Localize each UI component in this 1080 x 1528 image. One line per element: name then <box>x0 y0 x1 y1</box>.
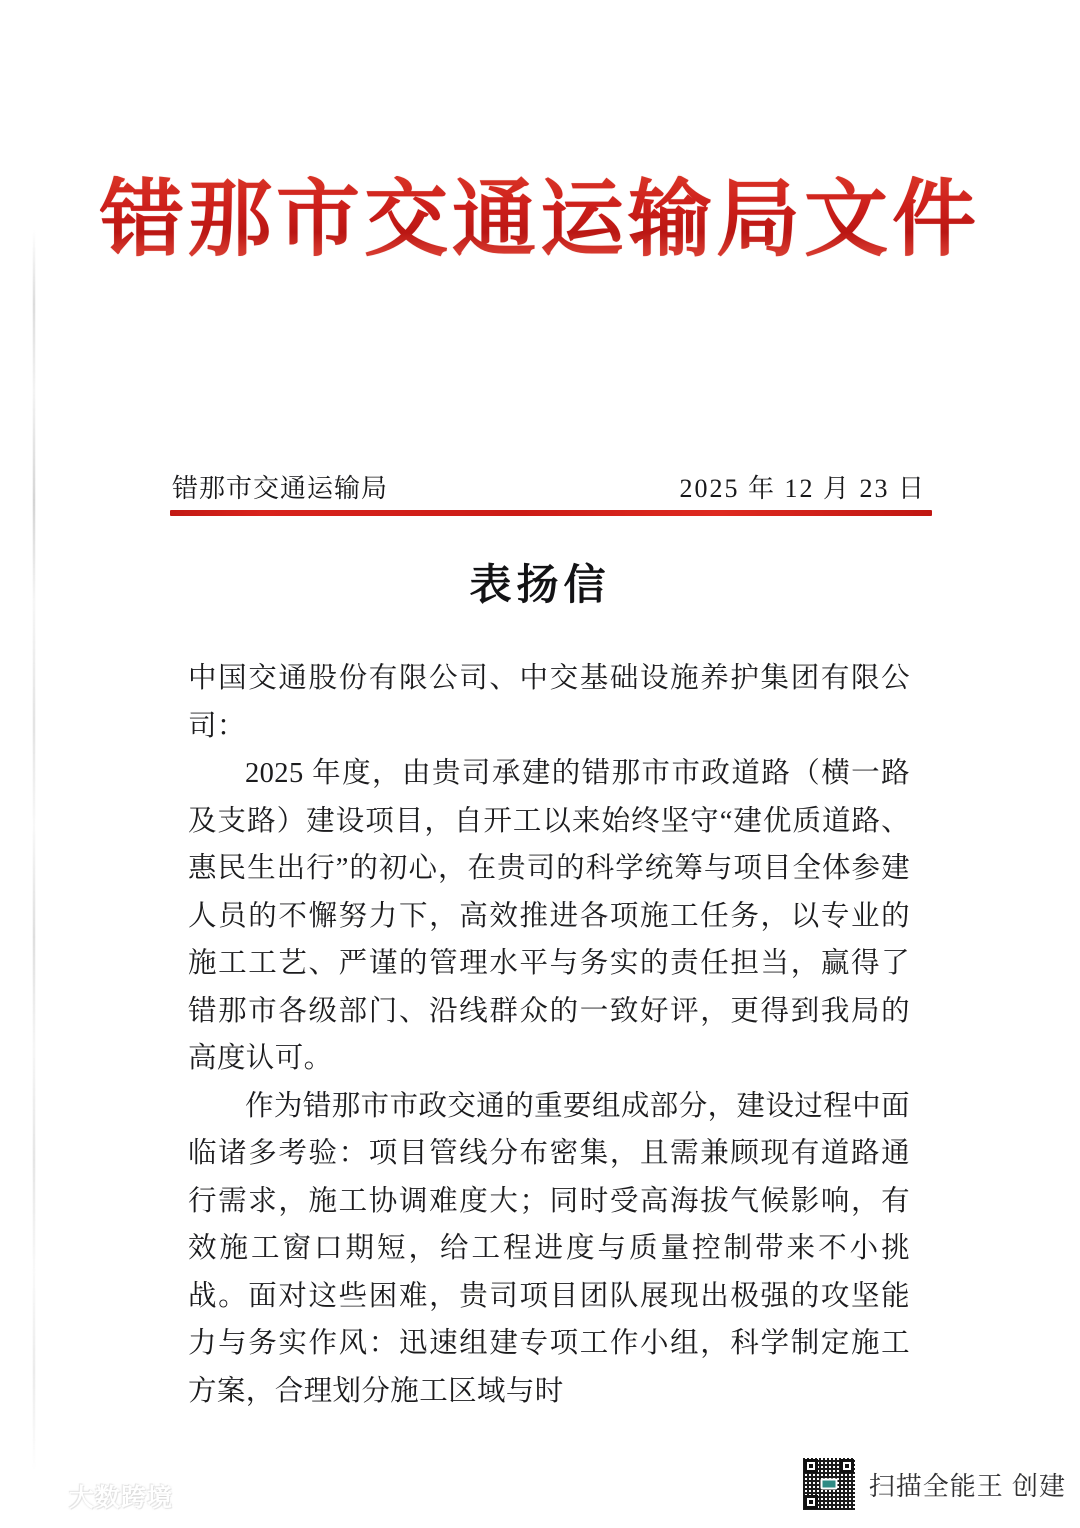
document-body <box>188 655 910 1415</box>
body-paragraph-2: 作为错那市市政交通的重要组成部分，建设过程中面临诸多考验：项目管线分布密集，且需兼顾现有道路通行需求，施工协调难度大；同时受高海拔气候影响，有效施工窗口期短，给工程进度与质量控制带来不小挑战。面对这些困难，贵司项目团队展现出极强的攻坚能力与务实作风：迅速组建专项工作小组，科学制定施工方案，合理划分施工区域与时 <box>188 1090 910 1407</box>
scan-artifact-streak <box>33 230 35 1470</box>
brand-watermark <box>16 1478 173 1514</box>
masthead-title: 错那市交通运输局文件 <box>99 174 980 267</box>
qr-code-icon <box>803 1458 855 1510</box>
brand-watermark-text: 大数跨境 <box>69 1484 174 1512</box>
issue-date: 2025 年 12 月 23 日 <box>679 474 926 503</box>
red-horizontal-rule <box>170 510 932 516</box>
dashu-logo-icon <box>16 1483 60 1509</box>
body-paragraph-1: 2025 年度，由贵司承建的错那市市政道路（横一路及支路）建设项目，自开工以来始终坚守“建优质道路、惠民生出行”的初心，在贵司的科学统筹与项目全体参建人员的不懈努力下，高效推进各项施工任务，以专业的施工工艺、严谨的管理水平与务实的责任担当，赢得了错那市各级部门、沿线群众的一致好评，更得到我局的高度认可。 <box>188 758 910 1074</box>
scanner-watermark <box>803 1458 1066 1510</box>
masthead <box>0 176 1080 267</box>
scanner-watermark-text: 扫描全能王 创建 <box>868 1470 1066 1501</box>
salutation-line: 中国交通股份有限公司、中交基础设施养护集团有限公司： <box>188 663 910 742</box>
issuer-name: 错那市交通运输局 <box>172 474 389 503</box>
issuer-date-row <box>172 468 932 505</box>
document-heading: 表扬信 <box>469 563 611 609</box>
